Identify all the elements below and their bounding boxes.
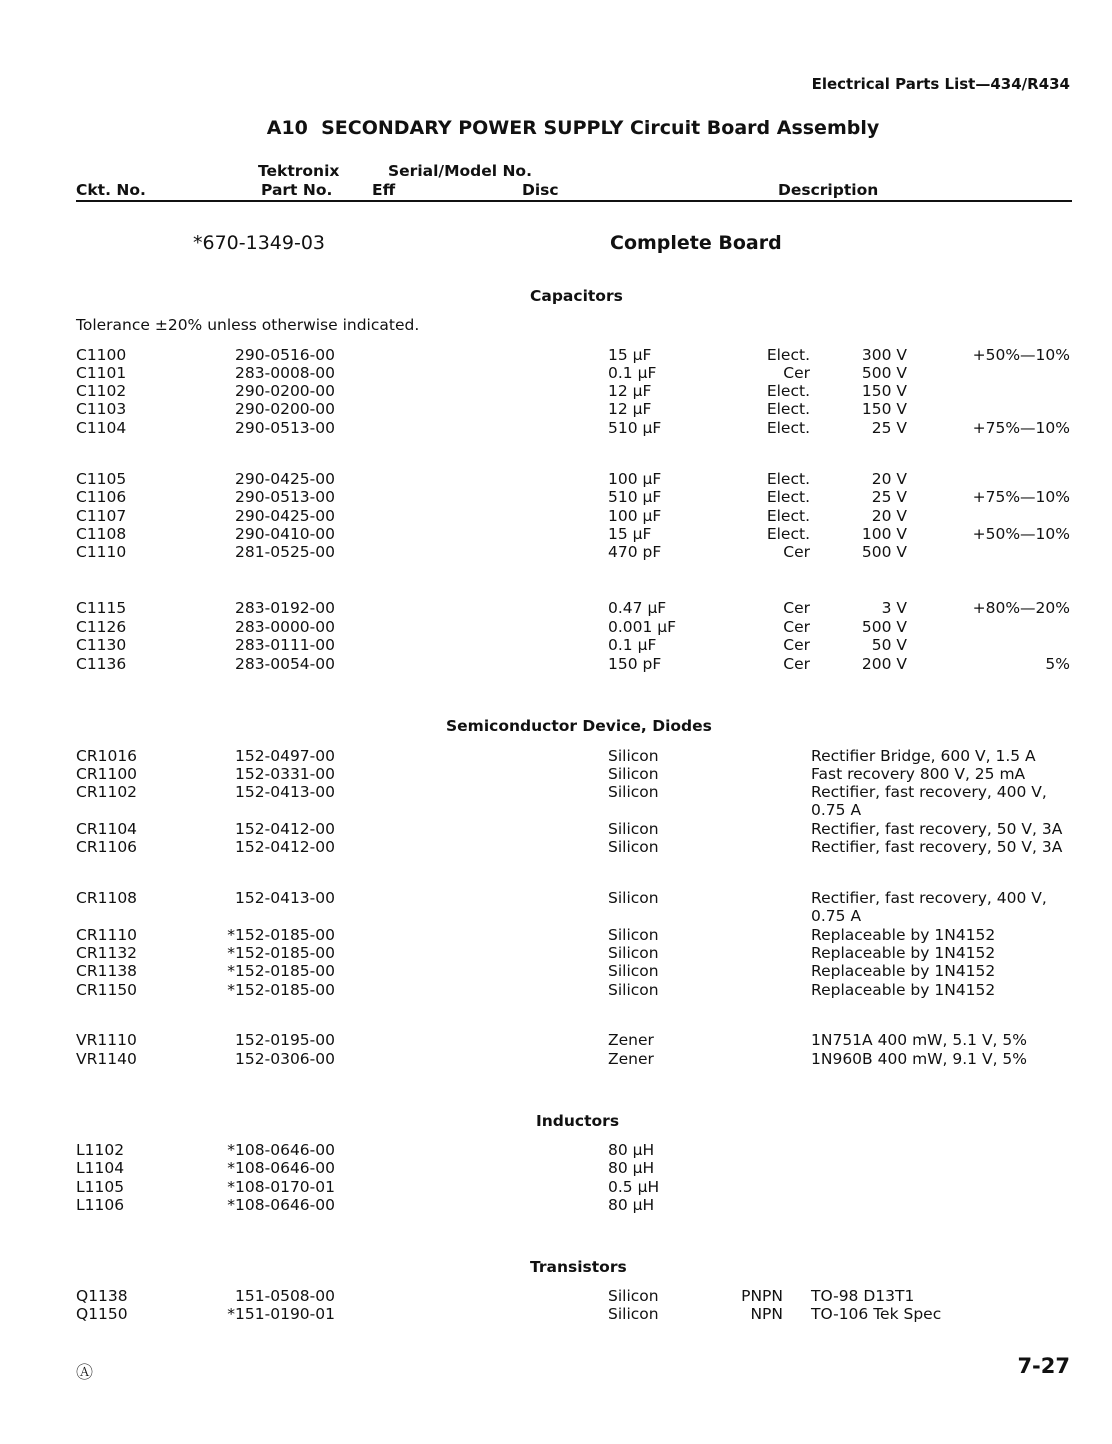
ckt-no: VR1140 — [76, 1050, 137, 1068]
ckt-no: CR1100 — [76, 765, 138, 783]
ckt-no: C1106 — [76, 488, 127, 506]
voltage: 150 V — [861, 382, 907, 400]
voltage: 50 V — [871, 636, 907, 654]
description: Replaceable by 1N4152 — [811, 944, 996, 962]
part-no: 151-0508-00 — [235, 1287, 335, 1305]
description: 1N751A 400 mW, 5.1 V, 5% — [811, 1031, 1027, 1049]
part-no: 283-0008-00 — [235, 364, 335, 382]
tolerance: +50%—10% — [972, 346, 1070, 364]
ckt-no: Q1150 — [76, 1305, 128, 1323]
ckt-no: C1126 — [76, 618, 127, 636]
value: 0.1 µF — [608, 364, 657, 382]
voltage: 150 V — [861, 400, 907, 418]
diode-row — [0, 820, 1112, 838]
part-no: 290-0200-00 — [235, 400, 335, 418]
capacitor-row — [0, 400, 1112, 418]
capacitor-row — [0, 419, 1112, 437]
ckt-no: L1102 — [76, 1141, 125, 1159]
col-ckt-no: Ckt. No. — [76, 181, 146, 199]
col-part-no: Part No. — [261, 181, 333, 199]
value: 15 µF — [608, 525, 652, 543]
description: Replaceable by 1N4152 — [811, 981, 996, 999]
polarity: NPN — [750, 1305, 783, 1323]
cap-type: Elect. — [766, 525, 810, 543]
tolerance: +75%—10% — [972, 488, 1070, 506]
value: Silicon — [608, 1305, 659, 1323]
part-no: 281-0525-00 — [235, 543, 335, 561]
value: 150 pF — [608, 655, 662, 673]
value: Silicon — [608, 783, 659, 801]
capacitor-row — [0, 636, 1112, 654]
description-continued: 0.75 A — [811, 907, 862, 925]
value: 100 µF — [608, 507, 662, 525]
ckt-no: C1107 — [76, 507, 127, 525]
cap-type: Cer — [783, 655, 810, 673]
diode-row — [0, 889, 1112, 925]
col-description: Description — [778, 181, 879, 199]
capacitor-row — [0, 543, 1112, 561]
part-no: *152-0185-00 — [227, 981, 335, 999]
cap-type: Elect. — [766, 346, 810, 364]
col-disc: Disc — [522, 181, 559, 199]
part-no: *108-0646-00 — [227, 1159, 335, 1177]
part-no: 152-0306-00 — [235, 1050, 335, 1068]
value: 510 µF — [608, 488, 662, 506]
value: 80 µH — [608, 1159, 655, 1177]
value: Zener — [608, 1031, 654, 1049]
value: Silicon — [608, 1287, 659, 1305]
cap-type: Elect. — [766, 488, 810, 506]
description: Rectifier, fast recovery, 400 V, — [811, 783, 1047, 801]
value: 80 µH — [608, 1196, 655, 1214]
inductor-row — [0, 1178, 1112, 1196]
cap-type: Elect. — [766, 382, 810, 400]
ckt-no: C1115 — [76, 599, 127, 617]
value: Silicon — [608, 838, 659, 856]
description: Fast recovery 800 V, 25 mA — [811, 765, 1026, 783]
part-no: 283-0192-00 — [235, 599, 335, 617]
capacitor-row — [0, 618, 1112, 636]
part-no: *152-0185-00 — [227, 944, 335, 962]
ckt-no: C1102 — [76, 382, 127, 400]
diodes-heading: Semiconductor Device, Diodes — [446, 717, 712, 735]
value: 80 µH — [608, 1141, 655, 1159]
capacitor-row — [0, 346, 1112, 364]
cap-type: Elect. — [766, 419, 810, 437]
voltage: 500 V — [861, 618, 907, 636]
description: Rectifier, fast recovery, 400 V, — [811, 889, 1047, 907]
col-tektronix: Tektronix — [258, 162, 340, 180]
ckt-no: VR1110 — [76, 1031, 137, 1049]
ckt-no: L1104 — [76, 1159, 125, 1177]
capacitor-row — [0, 525, 1112, 543]
value: 0.5 µH — [608, 1178, 660, 1196]
description: Replaceable by 1N4152 — [811, 962, 996, 980]
value: 12 µF — [608, 382, 652, 400]
part-no: 152-0412-00 — [235, 820, 335, 838]
description: Rectifier Bridge, 600 V, 1.5 A — [811, 747, 1036, 765]
part-no: 290-0513-00 — [235, 488, 335, 506]
cap-type: Cer — [783, 543, 810, 561]
ckt-no: C1101 — [76, 364, 127, 382]
tolerance-note: Tolerance ±20% unless otherwise indicated. — [76, 316, 420, 334]
ckt-no: C1108 — [76, 525, 127, 543]
value: 15 µF — [608, 346, 652, 364]
ckt-no: CR1110 — [76, 926, 138, 944]
ckt-no: CR1150 — [76, 981, 138, 999]
transistor-row — [0, 1305, 1112, 1323]
part-no: 283-0054-00 — [235, 655, 335, 673]
value: Silicon — [608, 765, 659, 783]
voltage: 25 V — [871, 488, 907, 506]
voltage: 20 V — [871, 470, 907, 488]
voltage: 200 V — [861, 655, 907, 673]
diode-row — [0, 747, 1112, 765]
inductor-row — [0, 1196, 1112, 1214]
ckt-no: C1103 — [76, 400, 127, 418]
value: Silicon — [608, 981, 659, 999]
voltage: 20 V — [871, 507, 907, 525]
voltage: 25 V — [871, 419, 907, 437]
description: Rectifier, fast recovery, 50 V, 3A — [811, 820, 1063, 838]
diode-row — [0, 838, 1112, 856]
ckt-no: C1110 — [76, 543, 127, 561]
part-no: 152-0195-00 — [235, 1031, 335, 1049]
ckt-no: CR1102 — [76, 783, 138, 801]
cap-type: Cer — [783, 364, 810, 382]
polarity: PNPN — [741, 1287, 783, 1305]
part-no: 290-0410-00 — [235, 525, 335, 543]
capacitor-row — [0, 364, 1112, 382]
running-title: Electrical Parts List—434/R434 — [811, 75, 1070, 93]
part-no: 290-0516-00 — [235, 346, 335, 364]
voltage: 500 V — [861, 543, 907, 561]
cap-type: Elect. — [766, 400, 810, 418]
capacitor-row — [0, 655, 1112, 673]
part-no: 290-0200-00 — [235, 382, 335, 400]
part-no: *108-0646-00 — [227, 1196, 335, 1214]
part-no: 283-0000-00 — [235, 618, 335, 636]
tolerance: +50%—10% — [972, 525, 1070, 543]
voltage: 500 V — [861, 364, 907, 382]
part-no: 152-0497-00 — [235, 747, 335, 765]
capacitor-row — [0, 507, 1112, 525]
capacitors-heading: Capacitors — [530, 287, 623, 305]
diode-row — [0, 783, 1112, 819]
ckt-no: CR1016 — [76, 747, 138, 765]
part-no: 290-0513-00 — [235, 419, 335, 437]
value: Silicon — [608, 889, 659, 907]
value: Silicon — [608, 820, 659, 838]
diode-row — [0, 765, 1112, 783]
value: Zener — [608, 1050, 654, 1068]
cap-type: Cer — [783, 636, 810, 654]
part-no: *151-0190-01 — [227, 1305, 335, 1323]
col-eff: Eff — [372, 181, 396, 199]
diode-row — [0, 1050, 1112, 1068]
value: 470 pF — [608, 543, 662, 561]
value: 0.47 µF — [608, 599, 667, 617]
cap-type: Cer — [783, 599, 810, 617]
board-part-no: *670-1349-03 — [193, 232, 326, 254]
voltage: 3 V — [881, 599, 907, 617]
ckt-no: CR1104 — [76, 820, 138, 838]
description: Replaceable by 1N4152 — [811, 926, 996, 944]
ckt-no: C1130 — [76, 636, 127, 654]
tolerance: +75%—10% — [972, 419, 1070, 437]
page-title: A10 SECONDARY POWER SUPPLY Circuit Board Assembly — [266, 117, 880, 139]
ckt-no: CR1108 — [76, 889, 138, 907]
description: 1N960B 400 mW, 9.1 V, 5% — [811, 1050, 1028, 1068]
value: Silicon — [608, 962, 659, 980]
tolerance: 5% — [1045, 655, 1070, 673]
part-no: 152-0413-00 — [235, 889, 335, 907]
ckt-no: C1136 — [76, 655, 127, 673]
ckt-no: C1105 — [76, 470, 127, 488]
description-continued: 0.75 A — [811, 801, 862, 819]
footer-mark: Ⓐ — [76, 1363, 93, 1383]
ckt-no: Q1138 — [76, 1287, 128, 1305]
transistor-row — [0, 1287, 1112, 1305]
transistors-heading: Transistors — [530, 1258, 627, 1276]
col-serial-model: Serial/Model No. — [388, 162, 532, 180]
ckt-no: C1100 — [76, 346, 127, 364]
inductor-row — [0, 1141, 1112, 1159]
ckt-no: CR1138 — [76, 962, 138, 980]
inductors-heading: Inductors — [536, 1112, 620, 1130]
part-no: *108-0646-00 — [227, 1141, 335, 1159]
part-no: *152-0185-00 — [227, 962, 335, 980]
voltage: 100 V — [861, 525, 907, 543]
capacitor-row — [0, 470, 1112, 488]
part-no: *108-0170-01 — [227, 1178, 335, 1196]
value: Silicon — [608, 944, 659, 962]
page-number: 7-27 — [1017, 1354, 1070, 1378]
voltage: 300 V — [861, 346, 907, 364]
board-description: Complete Board — [610, 232, 782, 254]
ckt-no: L1106 — [76, 1196, 125, 1214]
ckt-no: CR1132 — [76, 944, 138, 962]
diode-row — [0, 944, 1112, 962]
diode-row — [0, 981, 1112, 999]
value: 0.001 µF — [608, 618, 677, 636]
value: 0.1 µF — [608, 636, 657, 654]
part-no: 152-0331-00 — [235, 765, 335, 783]
cap-type: Elect. — [766, 507, 810, 525]
diode-row — [0, 1031, 1112, 1049]
capacitor-row — [0, 382, 1112, 400]
package: TO-106 Tek Spec — [811, 1305, 942, 1323]
ckt-no: CR1106 — [76, 838, 138, 856]
part-no: 152-0413-00 — [235, 783, 335, 801]
part-no: 290-0425-00 — [235, 470, 335, 488]
value: Silicon — [608, 747, 659, 765]
value: Silicon — [608, 926, 659, 944]
part-no: 290-0425-00 — [235, 507, 335, 525]
tolerance: +80%—20% — [972, 599, 1070, 617]
part-no: *152-0185-00 — [227, 926, 335, 944]
part-no: 283-0111-00 — [235, 636, 335, 654]
value: 100 µF — [608, 470, 662, 488]
cap-type: Cer — [783, 618, 810, 636]
ckt-no: L1105 — [76, 1178, 125, 1196]
ckt-no: C1104 — [76, 419, 127, 437]
value: 510 µF — [608, 419, 662, 437]
capacitor-row — [0, 599, 1112, 617]
package: TO-98 D13T1 — [811, 1287, 915, 1305]
diode-row — [0, 962, 1112, 980]
description: Rectifier, fast recovery, 50 V, 3A — [811, 838, 1063, 856]
inductor-row — [0, 1159, 1112, 1177]
value: 12 µF — [608, 400, 652, 418]
part-no: 152-0412-00 — [235, 838, 335, 856]
diode-row — [0, 926, 1112, 944]
cap-type: Elect. — [766, 470, 810, 488]
capacitor-row — [0, 488, 1112, 506]
